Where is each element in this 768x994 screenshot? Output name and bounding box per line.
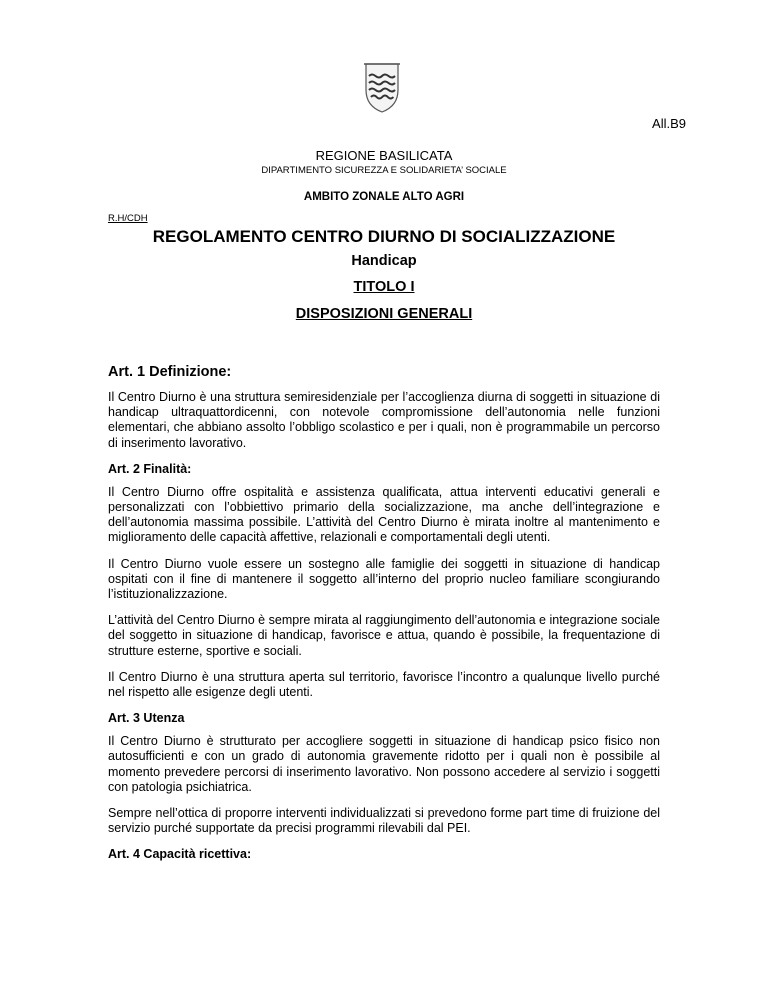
department-name: DIPARTIMENTO SICUREZZA E SOLIDARIETA’ SOCIALE (261, 165, 507, 176)
article-2-paragraph-4: Il Centro Diurno è una struttura aperta sul territorio, favorisce l’incontro a qualunque livello purché nel rispetto alle esigenze degli utenti. (108, 669, 660, 700)
article-4-heading: Art. 4 Capacità ricettiva: (108, 847, 252, 862)
article-2-paragraph-1: Il Centro Diurno offre ospitalità e assistenza qualificata, attua interventi educativi generali e personalizzati con l’obbiettivo primario della socializzazione, ma anche dell’integrazione e dell’autonomia massima possibile. L’attività del Centro Diurno è mirata inoltre al mantenimento e miglioramento delle capacità affettive, relazionali e comportamentali degli utenti. (108, 484, 660, 545)
allegato-label: All.B9 (652, 116, 686, 131)
article-3-paragraph-2: Sempre nell’ottica di proporre interventi individualizzati si prevedono forme part time di fruizione del servizio purché supportate da precisi programmi rilevabili dal PEI. (108, 806, 660, 836)
article-1-paragraph: Il Centro Diurno è una struttura semiresidenziale per l’accoglienza diurna di soggetti in situazione di handicap ultraquattordicenni, con notevole compromissione dell’autonomia nelle funzioni elementari, che abbiano assolto l’obbligo scolastico e per i quali, non è programmabile un percorso di inserimento lavorativo. (108, 390, 660, 450)
article-1-heading: Art. 1 Definizione: (108, 364, 232, 380)
document-code: R.H/CDH (108, 213, 148, 224)
article-2-paragraph-3: L’attività del Centro Diurno è sempre mirata al raggiungimento dell’autonomia e integrazione sociale del soggetto in situazione di handicap, favorisce e attua, quando è possibile, la frequentazione di strutture esterne, sportive e sociali. (108, 613, 660, 658)
document-body (108, 364, 660, 870)
region-name: REGIONE BASILICATA (315, 148, 453, 163)
document-subtitle: Handicap (351, 253, 417, 269)
region-emblem-icon (358, 56, 406, 116)
article-3-paragraph-1: Il Centro Diurno è strutturato per accogliere soggetti in situazione di handicap psico fisico non autosufficienti e con un grado di autonomia gravemente ridotto per i quali non è possibile al momento prevedere percorsi di inserimento lavorativo. Non possono accedere al servizio i soggetti con patologia psichiatrica. (108, 734, 660, 794)
article-2-heading: Art. 2 Finalità: (108, 461, 192, 476)
article-3-heading: Art. 3 Utenza (108, 711, 185, 726)
document-title: REGOLAMENTO CENTRO DIURNO DI SOCIALIZZAZIONE (152, 227, 616, 246)
section-title: TITOLO I (353, 279, 415, 295)
section-subtitle: DISPOSIZIONI GENERALI (295, 306, 473, 322)
ambito-name: AMBITO ZONALE ALTO AGRI (303, 191, 465, 203)
article-2-paragraph-2: Il Centro Diurno vuole essere un sostegno alle famiglie dei soggetti in situazione di handicap ospitati con il fine di mantenere il soggetto all’interno del proprio nucleo familiare scongiurando l’istituzionalizzazione. (108, 556, 660, 602)
